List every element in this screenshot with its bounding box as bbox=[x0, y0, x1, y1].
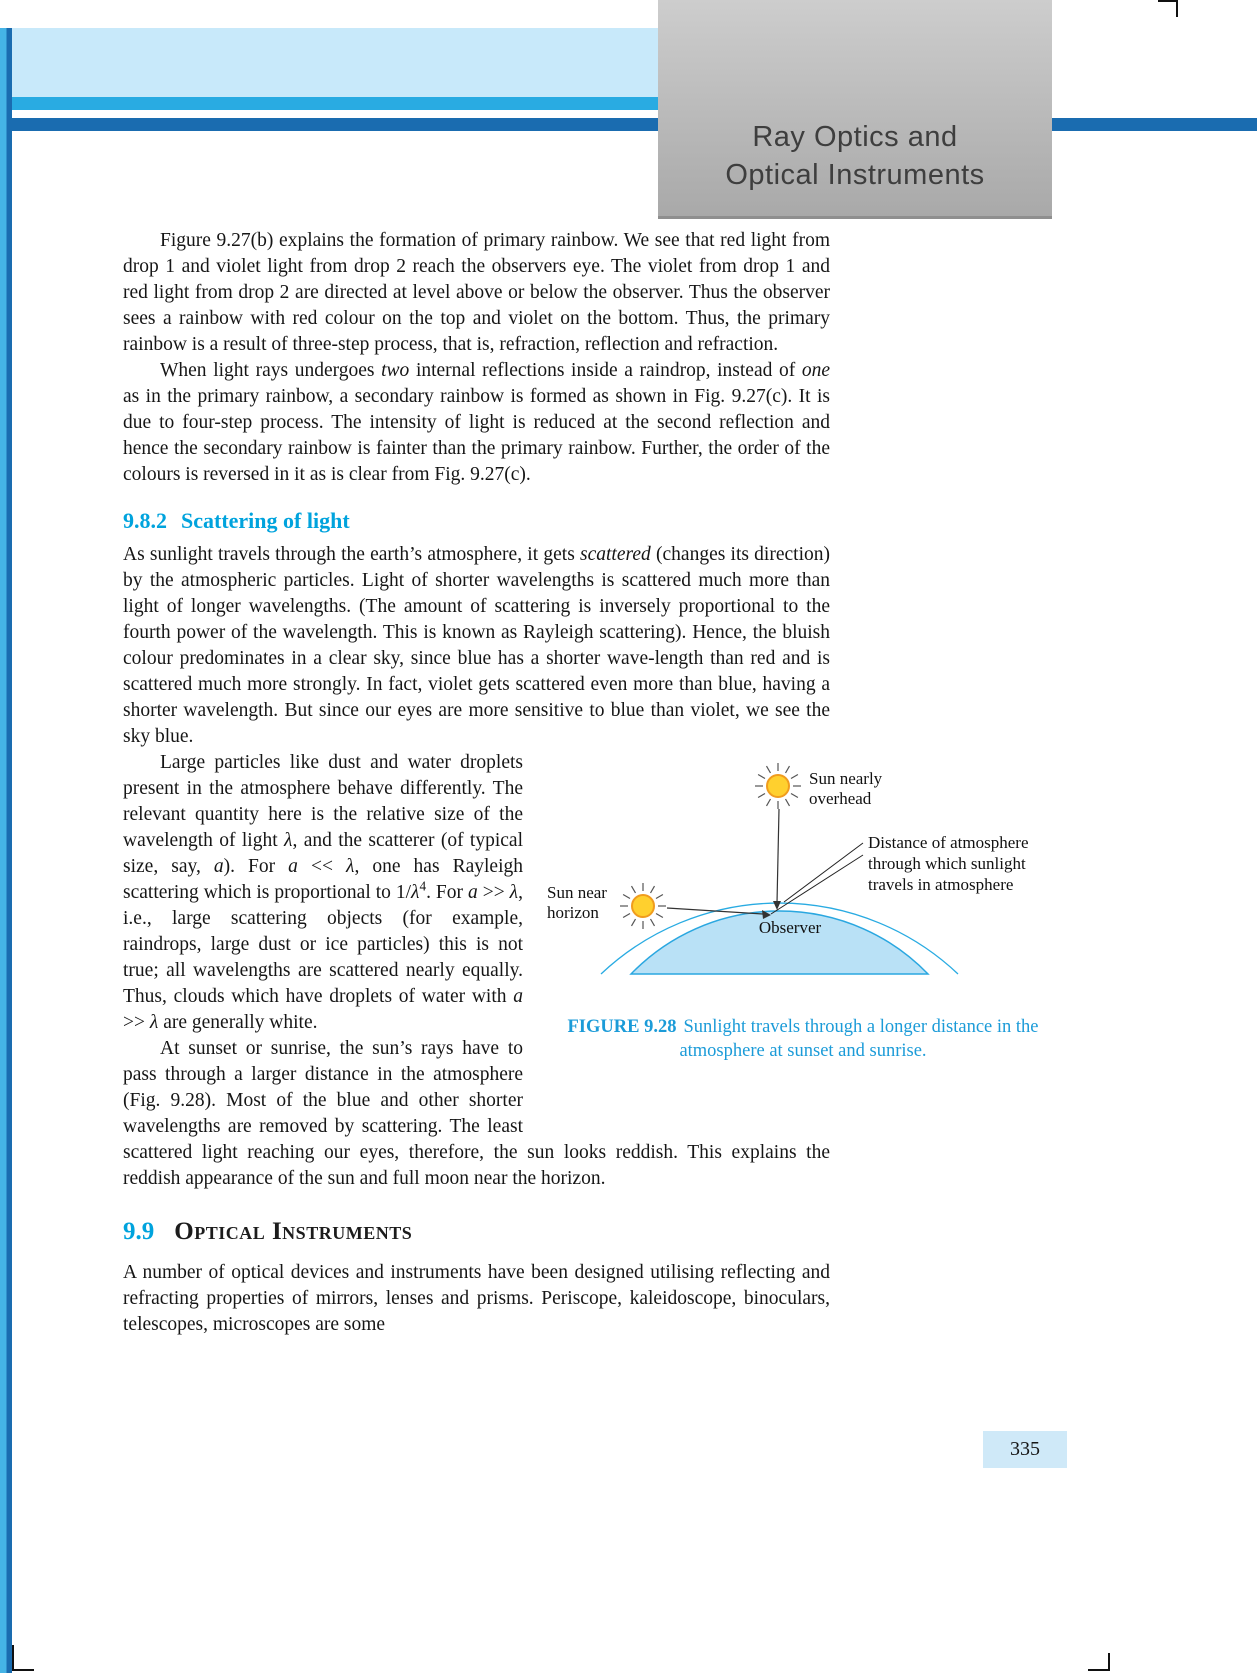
crop-mark-bottom-right bbox=[1088, 1653, 1110, 1671]
label-atmosphere-line2: through which sunlight bbox=[868, 854, 1026, 873]
figure-caption-label: FIGURE 9.28 bbox=[567, 1017, 677, 1037]
label-atmosphere-line1: Distance of atmosphere bbox=[868, 833, 1029, 852]
section-heading-9-9 bbox=[123, 1218, 830, 1246]
left-edge-bar bbox=[0, 28, 12, 1673]
top-mid-stripe bbox=[0, 97, 662, 110]
crop-mark-bottom-left bbox=[12, 1645, 34, 1671]
chapter-title-line1: Ray Optics and bbox=[752, 121, 958, 153]
figure-caption bbox=[564, 1015, 1042, 1063]
label-sun-overhead-line2: overhead bbox=[809, 789, 872, 808]
section-title: Scattering of light bbox=[181, 508, 350, 533]
label-sun-horizon-line1: Sun near bbox=[547, 883, 607, 902]
figure-caption-text: Sunlight travels through a longer distance in the atmosphere at sunset and sunrise. bbox=[679, 1017, 1039, 1061]
section-heading-9-8-2 bbox=[123, 508, 830, 534]
paragraph-sunset-sunrise: At sunset or sunrise, the sun’s rays have to pass through a larger distance in the atmosphere (Fig. 9.28). Most of the blue and other shorter wavelengths are removed by scattering. The least scattered light reaching our eyes, therefore, the sun looks reddish. This explains the reddish appearance of the sun and full moon near the horizon. bbox=[123, 1038, 830, 1189]
top-light-band bbox=[0, 28, 662, 97]
label-pointer-line-1 bbox=[784, 843, 863, 902]
sun-horizon-icon bbox=[620, 883, 666, 929]
section-number: 9.8.2 bbox=[123, 508, 167, 533]
horizon-sun-ray bbox=[667, 908, 763, 914]
label-atmosphere-line3: travels in atmosphere bbox=[868, 875, 1014, 894]
paragraph-secondary-rainbow: When light rays undergoes two internal reflections inside a raindrop, instead of one as in the primary rainbow, a secondary rainbow is formed as shown in Fig. 9.27(c). It is due to four-step process. The intensity of light is reduced at the second reflection and hence the secondary rainbow is fainter than the primary rainbow. Further, the order of the colours is reversed in it as is clear from Fig. 9.27(c). bbox=[123, 360, 831, 485]
sun-overhead-icon bbox=[755, 763, 801, 809]
figure-9-28 bbox=[543, 756, 1063, 1063]
crop-mark-top-right bbox=[1158, 0, 1178, 17]
chapter-title bbox=[658, 0, 1052, 194]
chapter-title-box bbox=[658, 0, 1052, 219]
paragraph-large-particles: Large particles like dust and water droplets present in the atmosphere behave differently. The relevant quantity here is the relative size of the wavelength of light λ, and the scatterer (of typical size, say, a). For a << λ, one has Rayleigh scattering which is proportional to $1/\lambda^4$. For a >> λ, i.e., large scattering objects (for example, raindrops, large dust or ice particles) this is not true; all wavelengths are scattered nearly equally. Thus, clouds which have droplets of water with a >> λ are generally white. bbox=[123, 752, 523, 1033]
chapter-title-line2: Optical Instruments bbox=[725, 159, 985, 191]
top-dark-stripe bbox=[0, 118, 1257, 131]
main-content bbox=[123, 228, 1063, 1338]
label-sun-horizon-line2: horizon bbox=[547, 903, 599, 922]
section-title: Optical Instruments bbox=[174, 1218, 413, 1245]
paragraph-primary-rainbow: Figure 9.27(b) explains the formation of primary rainbow. We see that red light from drop 1 and violet light from drop 2 reach the observers eye. The violet from drop 1 and red light from drop 2 are directed at level above or below the observer. Thus the observer sees a rainbow with red colour on the top and violet on the bottom. Thus, the primary rainbow is a result of three-step process, that is, refraction, reflection and refraction. bbox=[123, 230, 830, 355]
paragraph-scattering: As sunlight travels through the earth’s atmosphere, it gets scattered (changes its direction) by the atmospheric particles. Light of shorter wavelengths is scattered much more than light of longer wavelengths. (The amount of scattering is inversely proportional to the fourth power of the wavelength. This is known as Rayleigh scattering). Hence, the bluish colour predominates in a clear sky, since blue has a shorter wave-length than red and is scattered much more strongly. In fact, violet gets scattered even more than blue, having a shorter wavelength. But since our eyes are more sensitive to blue than violet, we see the sky blue. bbox=[123, 544, 830, 747]
label-sun-overhead-line1: Sun nearly bbox=[809, 769, 883, 788]
section-number: 9.9 bbox=[123, 1218, 155, 1245]
paragraph-optical-instruments: A number of optical devices and instruments have been designed utilising reflecting and refracting properties of mirrors, lenses and prisms. Periscope, kaleidoscope, binoculars, telescopes, microscopes are some bbox=[123, 1262, 830, 1335]
page-number-badge bbox=[983, 1431, 1067, 1468]
label-observer: Observer bbox=[758, 918, 822, 937]
page-number: 335 bbox=[1010, 1438, 1040, 1460]
overhead-sun-ray bbox=[777, 809, 779, 903]
figure-9-28-diagram bbox=[543, 756, 1063, 1001]
